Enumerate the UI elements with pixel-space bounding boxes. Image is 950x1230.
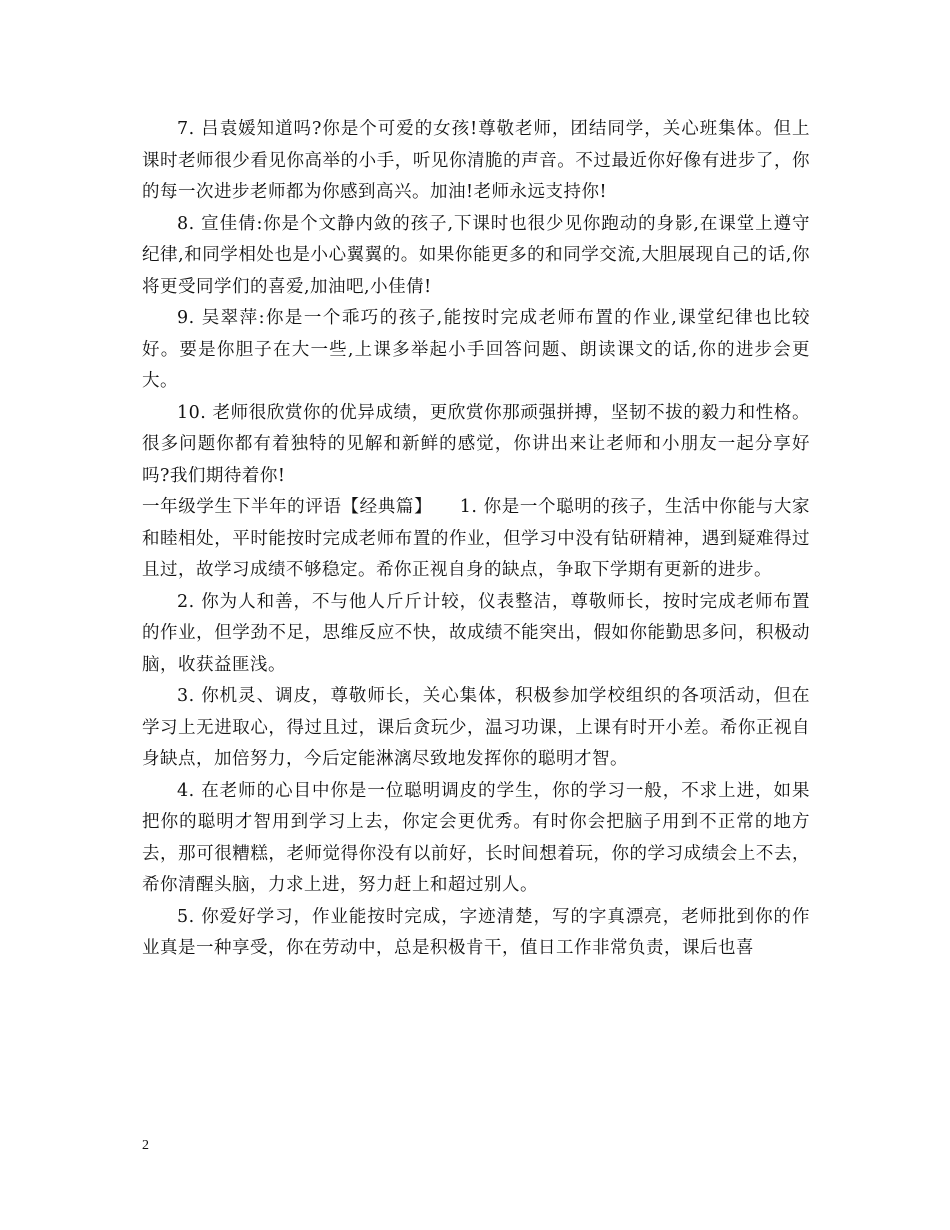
paragraph-section-heading-comment-1: 一年级学生下半年的评语【经典篇】 1. 你是一个聪明的孩子，生活中你能与大家和睦相处，平时能按时完成老师布置的作业，但学习中没有钻研精神，遇到疑难得过且过，故学习成绩不够稳定。希你正视自身的缺点，争取下学期有更新的进步。 bbox=[142, 497, 810, 580]
paragraph-comment-9: 9. 吴翠萍:你是一个乖巧的孩子,能按时完成老师布置的作业,课堂纪律也比较好。要是你胆子在大一些,上课多举起小手回答问题、朗读课文的话,你的进步会更大。 bbox=[142, 308, 810, 391]
paragraph-comment-2: 2. 你为人和善，不与他人斤斤计较，仪表整洁，尊敬师长，按时完成老师布置的作业，但学劲不足，思维反应不快，故成绩不能突出，假如你能勤思多问，积极动脑，收获益匪浅。 bbox=[142, 591, 810, 675]
paragraph-comment-8: 8. 宣佳倩:你是个文静内敛的孩子,下课时也很少见你跑动的身影,在课堂上遵守纪律,和同学相处也是小心翼翼的。如果你能更多的和同学交流,大胆展现自己的话,你将更受同学们的喜爱,加油吧,小佳倩! bbox=[142, 213, 810, 297]
document-body bbox=[142, 114, 810, 965]
paragraph-comment-7: 7. 吕袁媛知道吗?你是个可爱的女孩!尊敬老师，团结同学，关心班集体。但上课时老师很少看见你高举的小手，听见你清脆的声音。不过最近你好像有进步了，你的每一次进步老师都为你感到高兴。加油!老师永远支持你! bbox=[142, 119, 810, 202]
paragraph-comment-3: 3. 你机灵、调皮，尊敬师长，关心集体，积极参加学校组织的各项活动，但在学习上无进取心，得过且过，课后贪玩少，温习功课，上课有时开小差。希你正视自身缺点，加倍努力，今后定能淋漓尽致地发挥你的聪明才智。 bbox=[142, 686, 810, 769]
page-number: 2 bbox=[142, 1138, 149, 1153]
paragraph-comment-4: 4. 在老师的心目中你是一位聪明调皮的学生，你的学习一般，不求上进，如果把你的聪明才智用到学习上去，你定会更优秀。有时你会把脑子用到不正常的地方去，那可很糟糕，老师觉得你没有以前好，长时间想着玩，你的学习成绩会上不去，希你清醒头脑，力求上进，努力赶上和超过别人。 bbox=[142, 780, 810, 895]
paragraph-comment-10: 10. 老师很欣赏你的优异成绩，更欣赏你那顽强拼搏，坚韧不拔的毅力和性格。很多问题你都有着独特的见解和新鲜的感觉，你讲出来让老师和小朋友一起分享好吗?我们期待着你! bbox=[142, 402, 810, 486]
paragraph-comment-5: 5. 你爱好学习，作业能按时完成，字迹清楚，写的字真漂亮，老师批到你的作业真是一种享受，你在劳动中，总是积极肯干，值日工作非常负责，课后也喜 bbox=[142, 906, 810, 958]
